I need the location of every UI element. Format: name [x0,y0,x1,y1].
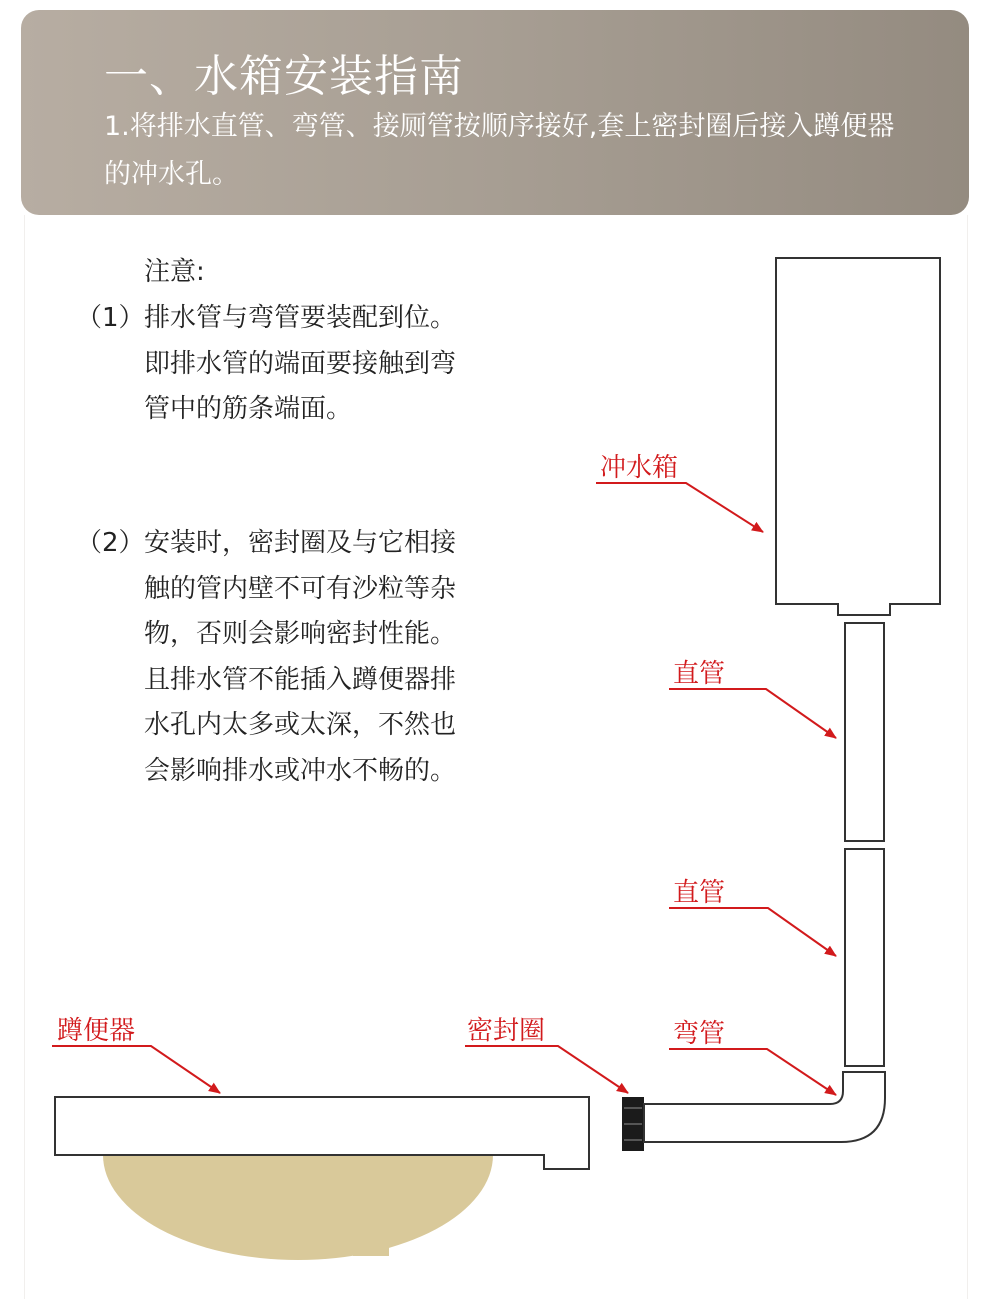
note-2-text: 安装时，密封圈及与它相接触的管内壁不可有沙粒等杂物，否则会影响密封性能。且排水管不能插入蹲便器排水孔内太多或太深，不然也会影响排水或冲水不畅的。 [144,528,457,786]
pipe2-leader [669,908,836,956]
elbow-pipe [644,1072,885,1142]
seal-leader [465,1046,628,1093]
note-1-text: 排水管与弯管要装配到位。即排水管的端面要接触到弯管中的筋条端面。 [144,303,457,424]
toilet-bowl [103,1155,493,1260]
straight-pipe-upper [845,623,884,841]
straight-pipe-lower [845,849,884,1066]
label-elbow: 弯管 [673,1019,726,1049]
tank-leader [596,483,763,532]
note-1-number: （1） [76,303,145,333]
pipe1-leader [669,689,836,738]
toilet-outlet [353,1230,389,1256]
label-straight-pipe-2: 直管 [673,878,726,908]
page-title: 一、水箱安装指南 [104,51,464,102]
toilet-leader [52,1046,220,1093]
water-tank [776,258,940,615]
label-straight-pipe-1: 直管 [673,659,726,689]
note-2-number: （2） [76,528,145,558]
label-toilet: 蹲便器 [57,1016,136,1046]
label-tank: 冲水箱 [600,453,679,483]
label-seal: 密封圈 [467,1016,546,1046]
page-subtitle: 1.将排水直管、弯管、接厕管按顺序接好,套上密封圈后接入蹲便器的冲水孔。 [104,111,895,190]
notes-heading: 注意: [144,257,205,287]
elbow-leader [669,1049,836,1095]
